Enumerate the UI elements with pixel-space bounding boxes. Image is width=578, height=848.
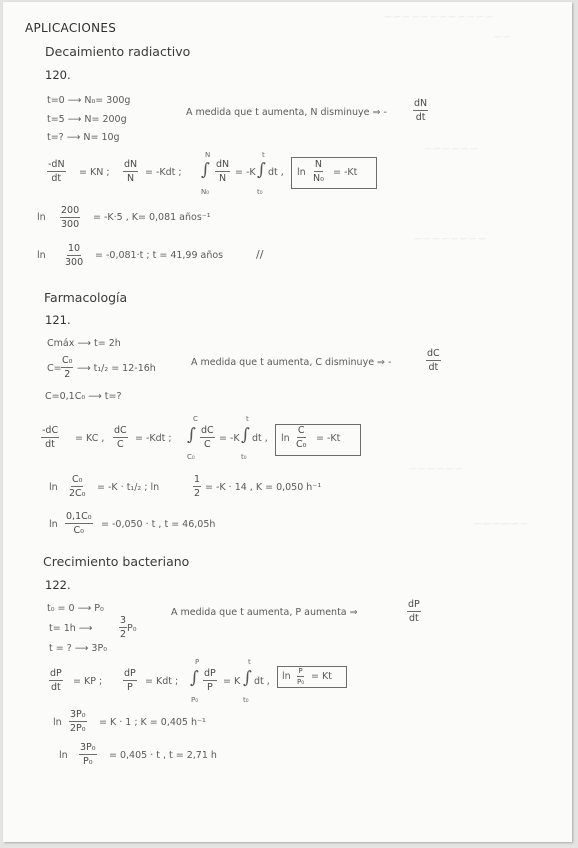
section-heading: Decaimiento radiactivo bbox=[45, 44, 191, 59]
fraction: $\frac{dP}{dt}$ bbox=[50, 668, 62, 693]
fraction: $\frac{\text{3P₀}}{\text{P₀}}$ bbox=[80, 742, 96, 767]
equation-text: dt , bbox=[254, 676, 270, 687]
problem-number: 121. bbox=[45, 313, 71, 327]
equation-text: = K bbox=[223, 676, 241, 687]
equation-text: dt , bbox=[268, 167, 284, 178]
fraction: $\frac{-dN}{dt}$ bbox=[48, 159, 65, 184]
section-heading: Crecimiento bacteriano bbox=[43, 554, 190, 569]
result-mark: // bbox=[256, 248, 264, 261]
fraction: $\frac{\text{0,1C₀}}{\text{C₀}}$ bbox=[66, 511, 92, 536]
equation-text: ln bbox=[297, 167, 306, 178]
equation-text: = 0,405 · t , t = 2,71 h bbox=[109, 750, 217, 761]
equation-text: = Kt bbox=[311, 671, 332, 682]
given-line: t = ? ⟶ 3P₀ bbox=[49, 643, 108, 654]
bleed-through: ~~~~~~~~ bbox=[413, 232, 487, 245]
integral-lower-limit: t₀ bbox=[257, 188, 263, 196]
equation-text: = -K bbox=[219, 433, 240, 444]
integral-upper-limit: P bbox=[195, 658, 200, 666]
fraction: $\frac{10}{300}$ bbox=[65, 243, 84, 268]
given-line: ⟶ t₁/₂ = 12-16h bbox=[77, 363, 156, 374]
equation-text: = -Kdt ; bbox=[145, 167, 182, 178]
given-line: C=0,1C₀ ⟶ t=? bbox=[45, 391, 122, 402]
fraction: $\frac{\text{3P₀}}{\text{2P₀}}$ bbox=[70, 709, 86, 734]
fraction: $\frac{-dC}{dt}$ bbox=[42, 425, 59, 450]
equation-text: ln bbox=[49, 482, 58, 493]
problem-number: 122. bbox=[45, 578, 71, 592]
integral-lower-limit: t₀ bbox=[243, 696, 249, 704]
integral-sign: ∫ bbox=[243, 668, 252, 688]
integral-upper-limit: t bbox=[262, 151, 265, 159]
equation-text: = KP ; bbox=[73, 676, 103, 687]
bleed-through: ~~~~~~ bbox=[423, 142, 479, 155]
fraction: $\frac{dP}{dt}$ bbox=[408, 599, 420, 624]
fraction: $\frac{1}{2}$ bbox=[194, 474, 201, 499]
equation-text: = -Kdt ; bbox=[135, 433, 172, 444]
equation-text: = -K·5 , K= 0,081 años⁻¹ bbox=[93, 212, 211, 223]
fraction: $\frac{\text{C₀}}{\text{2C₀}}$ bbox=[69, 474, 86, 499]
equation-text: ln bbox=[281, 433, 290, 444]
fraction: $\frac{dN}{N}$ bbox=[124, 159, 138, 184]
integral-sign: ∫ bbox=[241, 425, 250, 445]
given-line: t=? ⟶ N= 10g bbox=[47, 132, 120, 143]
observation-text: A medida que t aumenta, P aumenta ⇒ bbox=[171, 607, 358, 618]
equation-text: ln bbox=[49, 519, 58, 530]
equation-text: ln bbox=[53, 717, 62, 728]
given-line: P₀ bbox=[127, 623, 137, 634]
bleed-through: ~~~~~~ bbox=[408, 462, 464, 475]
integral-upper-limit: N bbox=[205, 151, 211, 159]
fraction: $\frac{dP}{P}$ bbox=[204, 668, 216, 693]
equation-text: = -0,081·t ; t = 41,99 años bbox=[95, 250, 224, 261]
fraction: $\frac{\text{C₀}}{2}$ bbox=[62, 355, 73, 380]
equation-text: = KC , bbox=[75, 433, 105, 444]
integral-upper-limit: t bbox=[248, 658, 251, 666]
equation-text: = -K · 14 , K = 0,050 h⁻¹ bbox=[205, 482, 322, 493]
equation-text: dt , bbox=[252, 433, 268, 444]
equation-text: = -Kt bbox=[333, 167, 358, 178]
equation-text: ln bbox=[37, 250, 46, 261]
equation-text: ln bbox=[37, 212, 46, 223]
fraction: $\frac{dN}{N}$ bbox=[216, 159, 230, 184]
integral-upper-limit: t bbox=[246, 415, 249, 423]
integral-upper-limit: C bbox=[193, 415, 198, 423]
given-line: C= bbox=[47, 363, 62, 374]
equation-text: ln bbox=[59, 750, 68, 761]
integral-lower-limit: t₀ bbox=[241, 453, 247, 461]
fraction: $\frac{N}{\text{N₀}}$ bbox=[313, 159, 324, 184]
integral-lower-limit: N₀ bbox=[201, 188, 210, 196]
equation-text: = -Kt bbox=[316, 433, 341, 444]
given-line: t₀ = 0 ⟶ P₀ bbox=[47, 603, 104, 614]
bleed-through: ~~ bbox=[493, 30, 512, 43]
equation-text: = KN ; bbox=[79, 167, 110, 178]
fraction: $\frac{3}{2}$ bbox=[120, 615, 127, 640]
equation-text: = -K · t₁/₂ ; ln bbox=[97, 482, 160, 493]
given-line: t= 1h ⟶ bbox=[49, 623, 93, 634]
fraction: $\frac{dC}{C}$ bbox=[114, 425, 127, 450]
equation-text: = -0,050 · t , t = 46,05h bbox=[101, 519, 216, 530]
observation-text: A medida que t aumenta, N disminuye ⇒ - bbox=[186, 107, 387, 118]
fraction: $\frac{dC}{dt}$ bbox=[427, 348, 440, 373]
observation-text: A medida que t aumenta, C disminuye ⇒ - bbox=[191, 357, 392, 368]
given-line: Cmáx ⟶ t= 2h bbox=[47, 338, 121, 349]
given-line: t=5 ⟶ N= 200g bbox=[47, 114, 127, 125]
problem-number: 120. bbox=[45, 68, 71, 82]
equation-text: = -K bbox=[235, 167, 256, 178]
fraction: $\frac{dC}{C}$ bbox=[201, 425, 214, 450]
equation-text: ln bbox=[282, 671, 291, 682]
integral-sign: ∫ bbox=[257, 160, 266, 180]
integral-lower-limit: P₀ bbox=[191, 696, 199, 704]
notebook-page bbox=[3, 2, 572, 842]
section-heading: Farmacología bbox=[44, 290, 128, 305]
integral-sign: ∫ bbox=[190, 668, 199, 688]
fraction: $\frac{dP}{P}$ bbox=[124, 668, 136, 693]
bleed-through: ~~~~~~~~~~~~ bbox=[383, 10, 494, 23]
fraction: $\frac{200}{300}$ bbox=[61, 205, 80, 230]
integral-sign: ∫ bbox=[201, 160, 210, 180]
given-line: t=0 ⟶ N₀= 300g bbox=[47, 95, 131, 106]
integral-sign: ∫ bbox=[187, 425, 196, 445]
equation-text: = Kdt ; bbox=[145, 676, 179, 687]
page-title: APLICACIONES bbox=[25, 21, 117, 35]
fraction: $\frac{P}{\text{P₀}}$ bbox=[297, 667, 305, 686]
bleed-through: ~~~~~~ bbox=[473, 517, 529, 530]
integral-lower-limit: C₀ bbox=[187, 453, 195, 461]
fraction: $\frac{C}{\text{C₀}}$ bbox=[296, 425, 307, 450]
equation-text: = K · 1 ; K = 0,405 h⁻¹ bbox=[99, 717, 206, 728]
fraction: $\frac{dN}{dt}$ bbox=[414, 98, 428, 123]
